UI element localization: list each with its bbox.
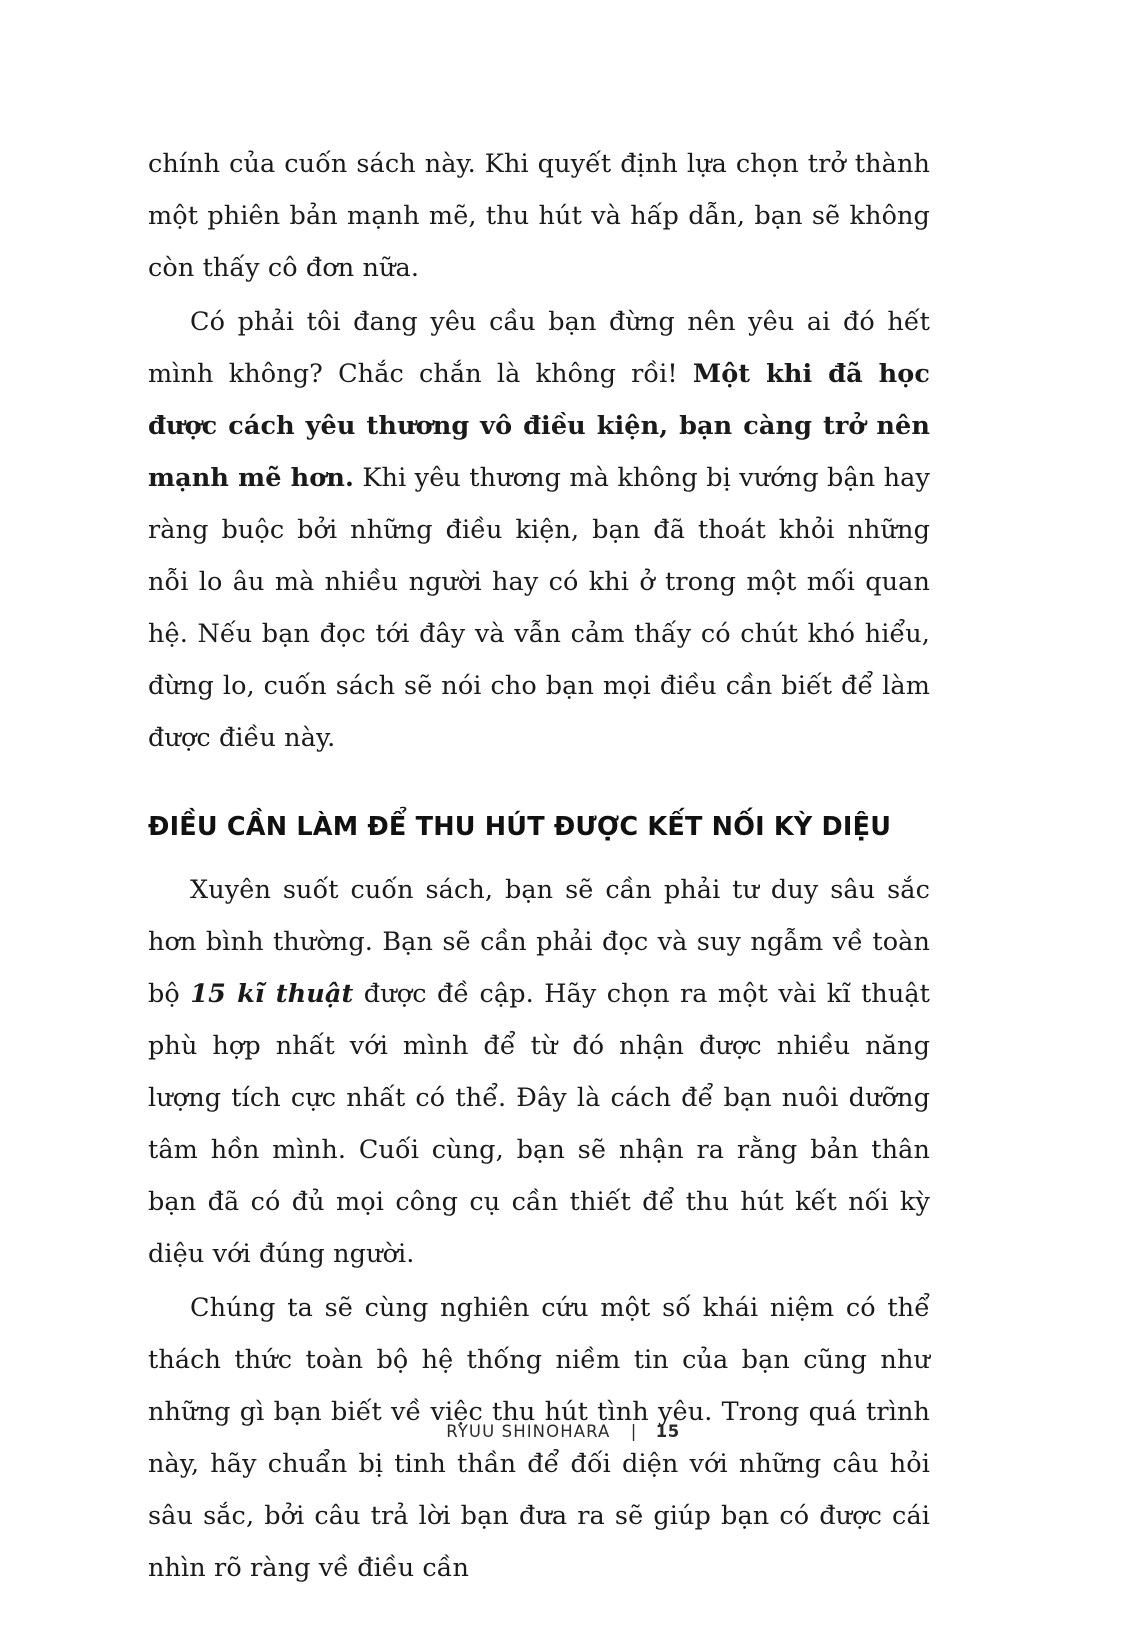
paragraph-3: [148, 864, 930, 1280]
paragraph-1: [148, 138, 930, 294]
footer-page-number: 15: [655, 1422, 680, 1441]
text-run: Xuyên suốt cuốn sách, bạn sẽ cần phải tư duy sâu sắc hơn bình thường. Bạn sẽ cần phải đọc và suy ngẫm về toàn bộ: [148, 875, 930, 1009]
text-run: chính của cuốn sách này. Khi quyết định lựa chọn trở thành một phiên bản mạnh mẽ, thu hút và hấp dẫn, bạn sẽ không còn thấy cô đơn nữa.: [148, 149, 930, 283]
text-run: Có phải tôi đang yêu cầu bạn đừng nên yêu ai đó hết mình không? Chắc chắn là không rồi!: [148, 307, 930, 389]
text-run: Khi yêu thương mà không bị vướng bận hay ràng buộc bởi những điều kiện, bạn đã thoát khỏi những nỗi lo âu mà nhiều người hay có khi ở trong một mối quan hệ. Nếu bạn đọc tới đây và vẫn cảm thấy có chút khó hiểu, đừng lo, cuốn sách sẽ nói cho bạn mọi điều cần biết để làm được điều này.: [148, 463, 930, 753]
page-content: [148, 138, 930, 1594]
footer-separator: |: [630, 1422, 638, 1441]
page-footer: [0, 1422, 1126, 1441]
bold-italic-run: 15 kĩ thuật: [190, 979, 354, 1009]
paragraph-2: [148, 296, 930, 764]
text-run: được đề cập. Hãy chọn ra một vài kĩ thuật phù hợp nhất với mình để từ đó nhận được nhiều năng lượng tích cực nhất có thể. Đây là cách để bạn nuôi dưỡng tâm hồn mình. Cuối cùng, bạn sẽ nhận ra rằng bản thân bạn đã có đủ mọi công cụ cần thiết để thu hút kết nối kỳ diệu với đúng người.: [148, 979, 931, 1269]
footer-author: RYUU SHINOHARA: [446, 1422, 611, 1441]
section-heading: ĐIỀU CẦN LÀM ĐỂ THU HÚT ĐƯỢC KẾT NỐI KỲ DIỆU: [148, 812, 892, 842]
bold-run: Một khi đã học được cách yêu thương vô điều kiện, bạn càng trở nên mạnh mẽ hơn.: [148, 359, 930, 493]
text-run: Chúng ta sẽ cùng nghiên cứu một số khái niệm có thể thách thức toàn bộ hệ thống niềm tin của bạn cũng như những gì bạn biết về việc thu hút tình yêu. Trong quá trình này, hãy chuẩn bị tinh thần để đối diện với những câu hỏi sâu sắc, bởi câu trả lời bạn đưa ra sẽ giúp bạn có được cái nhìn rõ ràng về điều cần: [148, 1293, 930, 1583]
